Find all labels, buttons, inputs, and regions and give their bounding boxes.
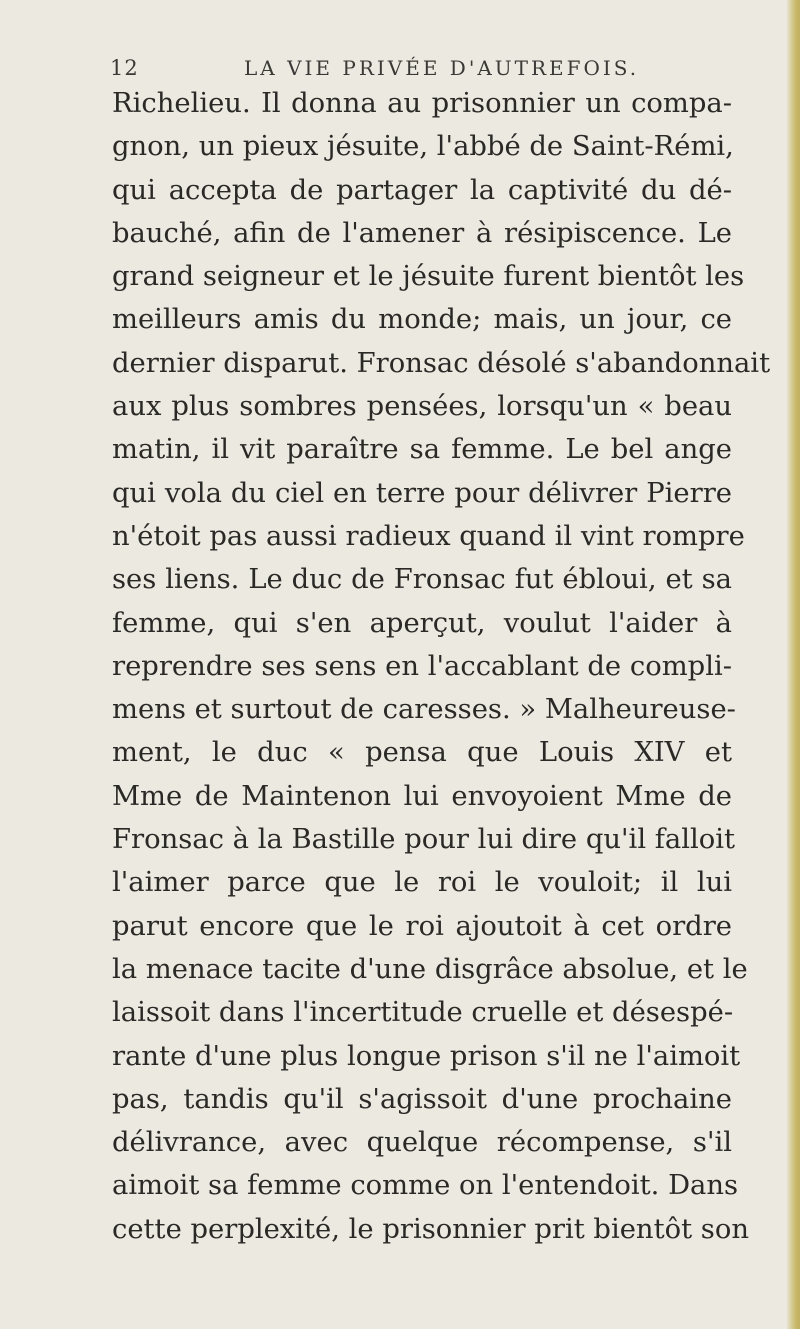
text-line: qui accepta de partager la captivité du dé- <box>112 174 732 206</box>
text-line: reprendre ses sens en l'accablant de compli- <box>112 650 732 682</box>
text-line: dernier disparut. Fronsac désolé s'abandonnait <box>112 347 771 379</box>
text-line: aimoit sa femme comme on l'entendoit. Dans <box>112 1170 739 1202</box>
text-line: mens et surtout de caresses. » Malheureuse- <box>112 694 736 726</box>
text-line: l'aimer parce que le roi le vouloit; il lui <box>112 867 732 899</box>
text-line: aux plus sombres pensées, lorsqu'un « beau <box>112 391 732 423</box>
text-line: ses liens. Le duc de Fronsac fut ébloui, et sa <box>112 564 732 596</box>
text-line: cette perplexité, le prisonnier prit bientôt son <box>112 1213 749 1245</box>
body-text <box>112 82 771 1251</box>
text-line: meilleurs amis du monde; mais, un jour, ce <box>112 304 732 336</box>
text-line: grand seigneur et le jésuite furent bientôt les <box>112 261 745 293</box>
text-line: Mme de Maintenon lui envoyoient Mme de <box>112 780 732 812</box>
text-line: matin, il vit paraître sa femme. Le bel ange <box>112 434 732 466</box>
page-binding-edge <box>786 0 800 1329</box>
text-line: laissoit dans l'incertitude cruelle et désespé- <box>112 997 734 1029</box>
text-line: gnon, un pieux jésuite, l'abbé de Saint-Rémi, <box>112 131 734 163</box>
text-line: Fronsac à la Bastille pour lui dire qu'il falloit <box>112 824 736 856</box>
text-line: la menace tacite d'une disgrâce absolue, et le <box>112 953 748 985</box>
text-line: Richelieu. Il donna au prisonnier un compa- <box>112 88 732 119</box>
text-line: n'étoit pas aussi radieux quand il vint rompre <box>112 520 745 552</box>
text-line: femme, qui s'en aperçut, voulut l'aider à <box>112 607 732 639</box>
text-line: bauché, afin de l'amener à résipiscence. Le <box>112 217 732 249</box>
text-line: ment, le duc « pensa que Louis XIV et <box>112 737 732 769</box>
text-line: parut encore que le roi ajoutoit à cet ordre <box>112 910 732 942</box>
running-title: LA VIE PRIVÉE D'AUTREFOIS. <box>244 56 640 80</box>
text-line: pas, tandis qu'il s'agissoit d'une prochaine <box>112 1083 732 1115</box>
text-line: délivrance, avec quelque récompense, s'il <box>112 1127 732 1159</box>
text-line: qui vola du ciel en terre pour délivrer Pierre <box>112 477 732 509</box>
page-number: 12 <box>110 56 139 80</box>
text-line: rante d'une plus longue prison s'il ne l'aimoit <box>112 1040 741 1072</box>
